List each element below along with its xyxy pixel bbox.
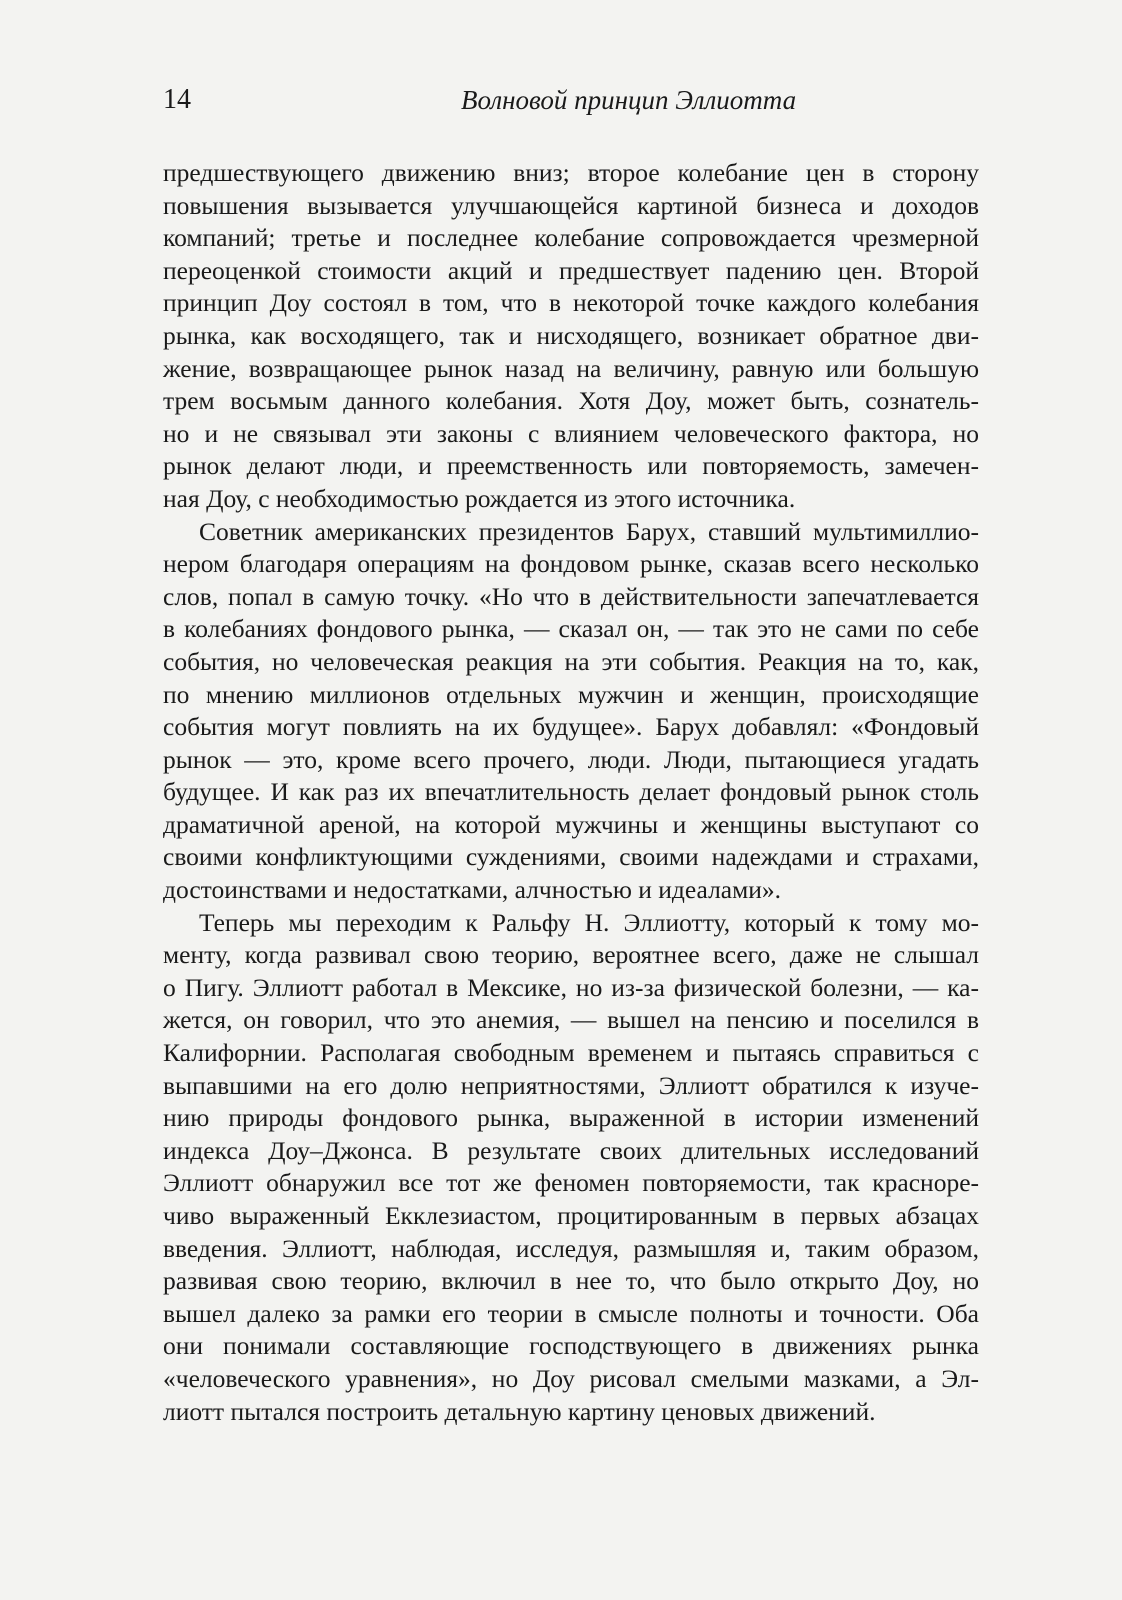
running-title: Волновой принцип Эллиотта [461, 85, 797, 115]
text-line: но и не связывал эти законы с влиянием человеческого фактора, но [163, 418, 979, 448]
text-line: о Пигу. Эллиотт работал в Мексике, но из-за физической болезни, — ка- [163, 972, 979, 1002]
text-line: жение, возвращающее рынок назад на величину, равную или большую [163, 353, 979, 383]
paragraph [163, 907, 979, 1429]
text-line: рынок — это, кроме всего прочего, люди. Люди, пытающиеся угадать [163, 744, 979, 774]
text-line: ная Доу, с необходимостью рождается из этого источника. [163, 483, 796, 513]
text-line: нером благодаря операциям на фондовом рынке, сказав всего несколько [163, 549, 979, 579]
text-line: Калифорнии. Располагая свободным временем и пытаясь справиться с [163, 1038, 979, 1068]
paragraph [163, 516, 979, 907]
text-line: они понимали составляющие господствующего в движениях рынка [163, 1331, 979, 1361]
running-head [163, 80, 979, 120]
text-line: достоинствами и недостатками, алчностью и идеалами». [163, 875, 782, 905]
text-line: события могут повлиять на их будущее». Барух добавлял: «Фондовый [163, 712, 979, 742]
text-line: развивая свою теорию, включил в нее то, что было открыто Доу, но [163, 1266, 979, 1296]
text-line: драматичной ареной, на которой мужчины и женщины выступают со [163, 809, 979, 839]
text-line: своими конфликтующими суждениями, своими надеждами и страхами, [163, 842, 979, 872]
text-line: чиво выраженный Екклезиастом, процитированным в первых абзацах [163, 1201, 979, 1230]
text-line: будущее. И как раз их впечатлительность делает фондовый рынок столь [163, 777, 979, 807]
text-line: менту, когда развивал свою теорию, вероятнее всего, даже не слышал [163, 940, 979, 970]
text-line: рынок делают люди, и преемственность или повторяемость, замечен- [163, 451, 979, 481]
text-line: жется, он говорил, что это анемия, — вышел на пенсию и поселился в [163, 1005, 979, 1035]
text-line: Советник американских президентов Барух, ставший мультимиллио- [199, 516, 979, 546]
text-line: индекса Доу–Джонса. В результате своих длительных исследований [163, 1135, 979, 1165]
text-line: нию природы фондового рынка, выраженной в истории изменений [163, 1103, 979, 1133]
text-line: переоценкой стоимости акций и предшествует падению цен. Второй [163, 255, 979, 285]
text-line: по мнению миллионов отдельных мужчин и женщин, происходящие [163, 679, 979, 709]
page-number: 14 [163, 84, 191, 115]
text-line: принцип Доу состоял в том, что в некоторой точке каждого колебания [163, 288, 979, 318]
text-line: «человеческого уравнения», но Доу рисовал смелыми мазками, а Эл- [163, 1363, 979, 1393]
text-line: повышения вызывается улучшающейся картиной бизнеса и доходов [163, 190, 979, 220]
text-line: предшествующего движению вниз; второе колебание цен в сторону [163, 158, 979, 187]
text-line: трем восьмым данного колебания. Хотя Доу, может быть, сознатель- [163, 386, 979, 416]
text-line: слов, попал в самую точку. «Но что в действительности запечатлевается [163, 581, 979, 611]
text-line: Эллиотт обнаружил все тот же феномен повторяемости, так красноре- [163, 1168, 979, 1198]
paragraph [163, 157, 979, 516]
text-line: лиотт пытался построить детальную картину ценовых движений. [163, 1396, 876, 1426]
text-line: выпавшими на его долю неприятностями, Эллиотт обратился к изуче- [163, 1070, 979, 1100]
text-line: в колебаниях фондового рынка, — сказал он, — так это не сами по себе [163, 614, 979, 644]
text-line: вышел далеко за рамки его теории в смысле полноты и точности. Оба [163, 1298, 979, 1328]
text-line: введения. Эллиотт, наблюдая, исследуя, размышляя и, таким образом, [163, 1233, 979, 1263]
text-line: рынка, как восходящего, так и нисходящего, возникает обратное дви- [163, 320, 979, 350]
text-line: события, но человеческая реакция на эти события. Реакция на то, как, [163, 646, 979, 676]
text-line: Теперь мы переходим к Ральфу Н. Эллиотту, который к тому мо- [199, 907, 979, 937]
text-line: компаний; третье и последнее колебание сопровождается чрезмерной [163, 223, 979, 253]
body-text [163, 157, 979, 1428]
